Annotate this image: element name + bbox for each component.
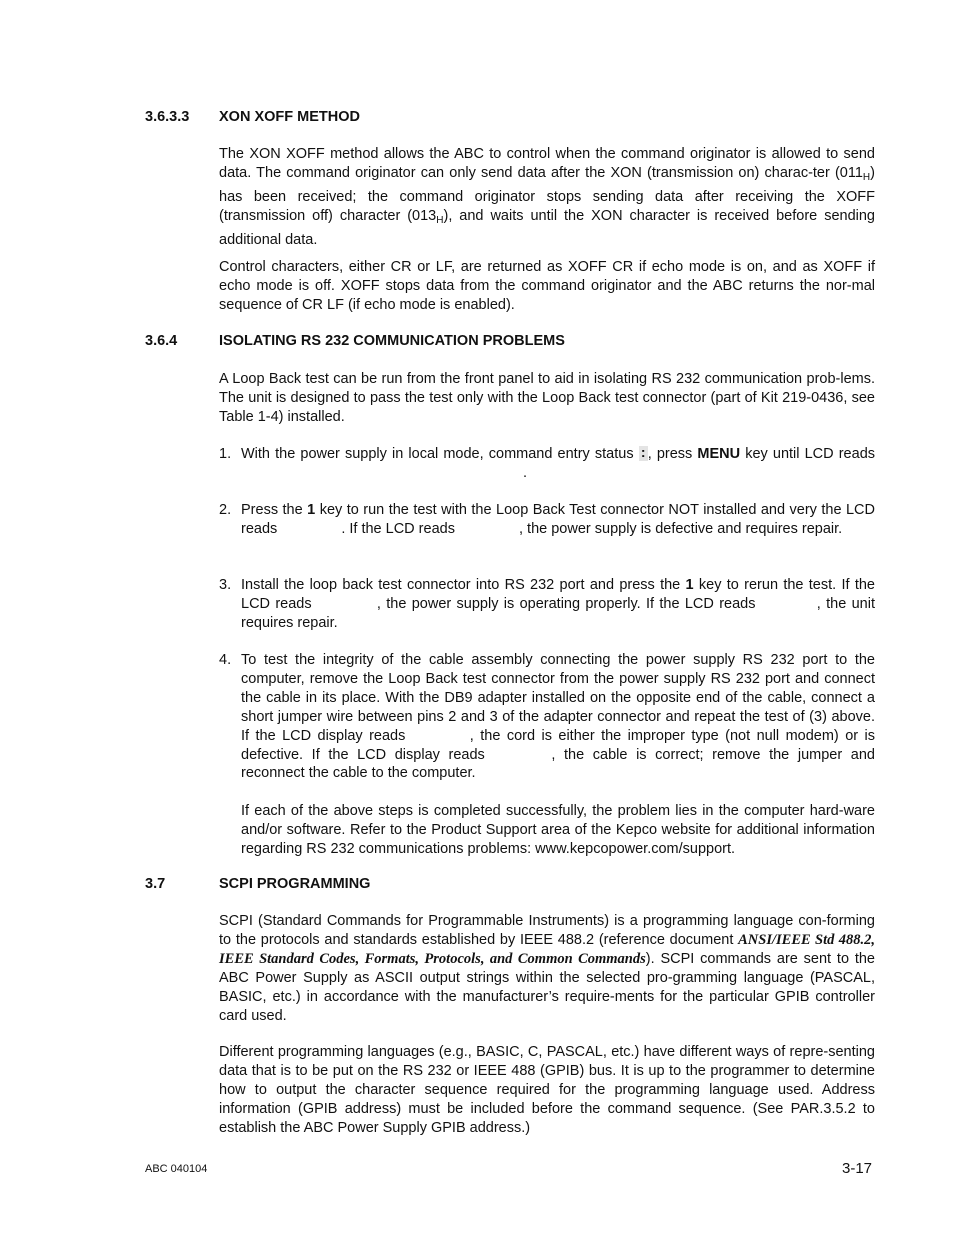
- heading-3-7: [145, 875, 370, 893]
- list-item-2: 2. Press the 1 key to run the test with the Loop Back Test connector NOT installed and very the LCD reads . If the LCD reads , the power supply is defective and requires repair.: [219, 502, 875, 537]
- footer-document-id: ABC 040104: [145, 1163, 208, 1175]
- heading-3-6-3-3: [145, 108, 360, 126]
- heading-3-6-4: [145, 332, 565, 350]
- heading-number: 3.7: [145, 876, 166, 892]
- command-entry-status-glyph: :: [639, 446, 648, 461]
- standard-reference: ANSI/IEEE Std 488.2, IEEE Standard Codes, Formats, Protocols, and Common Commands: [219, 931, 875, 967]
- footer-page-number: 3-17: [842, 1160, 873, 1177]
- scpi-paragraph-2: Different programming languages (e.g., BASIC, C, PASCAL, etc.) have different ways of repre-senting data that is to be put on the RS 232 or IEEE 488 (GPIB) bus. It is up to the programmer to determine how to output the character sequence required for the programming language used. Address information (GPIB address) must be included before the command sequence. (See PAR.3.5.2 to establish the ABC Power Supply GPIB address.): [219, 1044, 875, 1136]
- list-item-4: 4. To test the integrity of the cable assembly connecting the power supply RS 232 port to the computer, remove the Loop Back test connector from the power supply RS 232 port and connect the cable in its place. With the DB9 adapter installed on the opposite end of the cable, connect a short jumper wire between pins 2 and 3 of the adapter connector and repeat the test of (3) above. If the LCD display reads , the cord is either the improper type (not null modem) or is defective. If the LCD display reads , the cable is correct; remove the jumper and reconnect the cable to the computer. If each of the above steps is completed successfully, the problem lies in the computer hard-ware and/or software. Refer to the Product Support area of the Kepco website for additional information regarding RS 232 communications problems: www.kepcopower.com/support.: [219, 652, 875, 858]
- heading-number: 3.6.3.3: [145, 109, 190, 125]
- list-item-1: 1. With the power supply in local mode, command entry status : , press MENU key until LCD reads .: [219, 444, 876, 481]
- heading-title: ISOLATING RS 232 COMMUNICATION PROBLEMS: [219, 333, 565, 349]
- xon-xoff-paragraph-1: The XON XOFF method allows the ABC to control when the command originator is allowed to send data. The command originator can only send data after the XON (transmission on) charac-ter $(011_H)$ has been received; the command originator stops sending data after receiving the XOFF (transmission off) character $(013_H)$, and waits until the XON character is received before sending additional data.: [219, 146, 875, 248]
- list-item-4-paragraph-2: If each of the above steps is completed successfully, the problem lies in the computer hard-ware and/or software. Refer to the Product Support area of the Kepco website for additional information regarding RS 232 communications problems: www.kepcopower.com/support.: [241, 803, 875, 858]
- heading-number: 3.6.4: [145, 333, 178, 349]
- loop-back-intro: A Loop Back test can be run from the front panel to aid in isolating RS 232 communication prob-lems. The unit is designed to pass the test only with the Loop Back test connector (part of Kit 219-0436, see Table 1-4) installed.: [219, 371, 875, 425]
- heading-title: XON XOFF METHOD: [219, 109, 360, 125]
- xon-xoff-paragraph-2: Control characters, either CR or LF, are returned as XOFF CR if echo mode is on, and as XOFF if echo mode is off. XOFF stops data from the command originator and the ABC returns the nor-mal sequence of CR LF (if echo mode is enabled).: [219, 259, 875, 313]
- heading-title: SCPI PROGRAMMING: [219, 876, 371, 892]
- scpi-paragraph-1: SCPI (Standard Commands for Programmable Instruments) is a programming language con-forming to the protocols and standards established by IEEE 488.2 (reference document ANSI/IEEE Std 488.2, IEEE Standard Codes, Formats, Protocols, and Common Commands). SCPI commands are sent to the ABC Power Supply as ASCII output strings within the selected pro-gramming language (PASCAL, BASIC, etc.) in accordance with the manufacturer’s require-ments for the particular GPIB controller card used.: [219, 913, 875, 1024]
- list-item-3: 3. Install the loop back test connector into RS 232 port and press the 1 key to rerun the test. If the LCD reads , the power supply is operating properly. If the LCD reads , the unit requires repair.: [219, 577, 875, 631]
